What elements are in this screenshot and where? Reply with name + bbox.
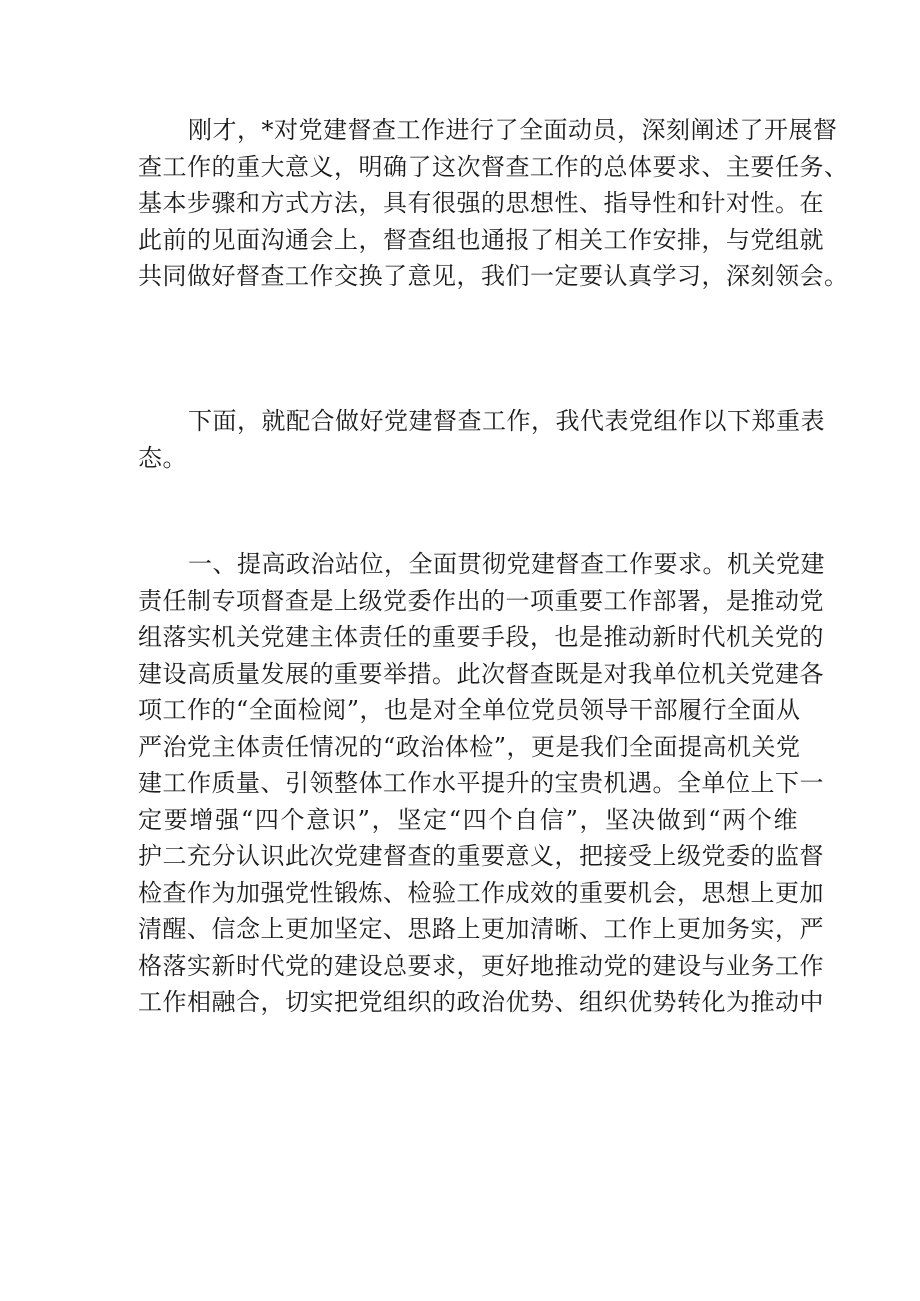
paragraph-opening-remarks [138, 112, 849, 295]
text-line: 严治党主体责任情况的“政治体检”，更是我们全面提高机关党 [138, 732, 801, 761]
paragraph-section-one [138, 546, 825, 1021]
text-line: 刚才，*对党建督查工作进行了全面动员，深刻阐述了开展督 [188, 116, 838, 144]
text-line: 定要增强“四个意识”，坚定“四个自信”，坚决做到“两个维 [138, 805, 798, 834]
text-line: 态。 [138, 443, 187, 472]
text-line: 查工作的重大意义，明确了这次督查工作的总体要求、主要任务、 [138, 152, 849, 181]
text-line: 护二充分认识此次党建督查的重要意义，把接受上级党委的监督 [138, 842, 824, 870]
text-line: 清醒、信念上更加坚定、思路上更加清晰、工作上更加务实，严 [138, 915, 824, 943]
text-line: 组落实机关党建主体责任的重要手段，也是推动新时代机关党的 [138, 623, 824, 651]
text-line: 此前的见面沟通会上，督查组也通报了相关工作安排，与党组就 [138, 225, 824, 254]
text-line: 项工作的“全面检阅”，也是对全单位党员领导干部履行全面从 [138, 696, 801, 724]
text-line: 下面，就配合做好党建督查工作，我代表党组作以下郑重表 [188, 407, 825, 435]
text-line: 工作相融合，切实把党组织的政治优势、组织优势转化为推动中 [138, 988, 824, 1016]
text-line: 建工作质量、引领整体工作水平提升的宝贵机遇。全单位上下一 [138, 769, 824, 797]
text-line: 基本步骤和方式方法，具有很强的思想性、指导性和针对性。在 [138, 189, 824, 217]
text-line: 格落实新时代党的建设总要求，更好地推动党的建设与业务工作 [138, 951, 824, 980]
text-line: 检查作为加强党性锻炼、检验工作成效的重要机会，思想上更加 [138, 878, 824, 907]
text-line: 共同做好督查工作交换了意见，我们一定要认真学习，深刻领会。 [138, 262, 849, 290]
text-line: 一、提高政治站位，全面贯彻党建督查工作要求。机关党建 [188, 550, 825, 578]
text-line: 建设高质量发展的重要举措。此次督查既是对我单位机关党建各 [138, 659, 824, 688]
text-line: 责任制专项督查是上级党委作出的一项重要工作部署，是推动党 [138, 586, 824, 615]
paragraph-statement-intro [138, 403, 825, 476]
